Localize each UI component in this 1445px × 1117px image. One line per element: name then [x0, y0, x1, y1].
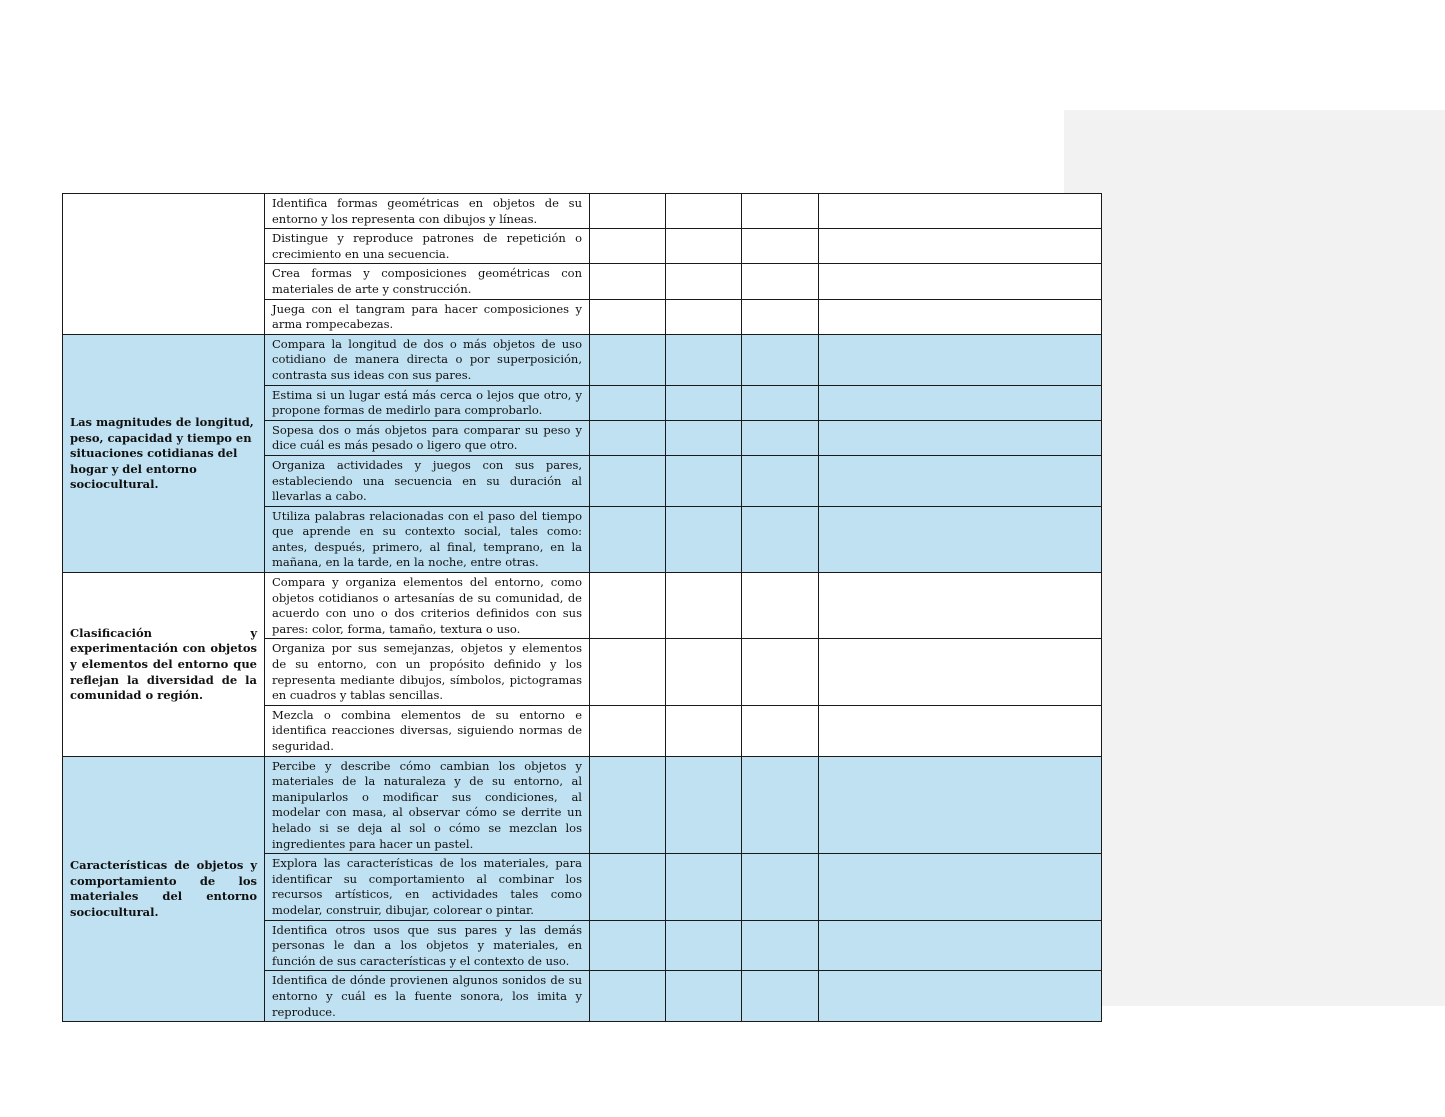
indicator-cell: Juega con el tangram para hacer composiciones y arma rompecabezas. [265, 299, 590, 334]
score-cell [590, 194, 666, 229]
score-cell [742, 920, 819, 971]
score-cell [742, 299, 819, 334]
table-row [63, 194, 1102, 229]
indicator-cell: Mezcla o combina elementos de su entorno e identifica reacciones diversas, siguiendo normas de seguridad. [265, 705, 590, 756]
score-cell [666, 385, 742, 420]
score-cell [666, 920, 742, 971]
indicator-cell: Percibe y describe cómo cambian los objetos y materiales de la naturaleza y de su entorno, al manipularlos o modificar sus condiciones, al modelar con masa, al observar cómo se derrite un helado si se deja al sol o cómo se mezclan los ingredientes para hacer un pastel. [265, 756, 590, 854]
score-cell [666, 334, 742, 385]
score-cell [742, 194, 819, 229]
indicator-cell: Organiza actividades y juegos con sus pares, estableciendo una secuencia en su duración al llevarlas a cabo. [265, 455, 590, 506]
score-cell [742, 854, 819, 920]
score-cell [666, 854, 742, 920]
notes-cell [819, 573, 1102, 639]
score-cell [590, 506, 666, 572]
score-cell [590, 229, 666, 264]
score-cell [742, 420, 819, 455]
score-cell [590, 420, 666, 455]
score-cell [590, 264, 666, 299]
notes-cell [819, 299, 1102, 334]
topic-cell: Características de objetos y comportamiento de los materiales del entorno sociocultural. [63, 756, 265, 1022]
score-cell [666, 971, 742, 1022]
indicator-cell: Estima si un lugar está más cerca o lejos que otro, y propone formas de medirlo para comprobarlo. [265, 385, 590, 420]
score-cell [742, 264, 819, 299]
score-cell [590, 385, 666, 420]
side-panel [1064, 110, 1445, 1006]
indicator-cell: Utiliza palabras relacionadas con el paso del tiempo que aprende en su contexto social, tales como: antes, después, primero, al final, temprano, en la mañana, en la tarde, en la noche, entre otras. [265, 506, 590, 572]
notes-cell [819, 756, 1102, 854]
indicator-cell: Identifica otros usos que sus pares y las demás personas le dan a los objetos y materiales, en función de sus características y el contexto de uso. [265, 920, 590, 971]
indicator-cell: Sopesa dos o más objetos para comparar su peso y dice cuál es más pesado o ligero que otro. [265, 420, 590, 455]
notes-cell [819, 194, 1102, 229]
assessment-table [62, 193, 1102, 1022]
score-cell [666, 756, 742, 854]
score-cell [742, 573, 819, 639]
score-cell [742, 455, 819, 506]
indicator-cell: Explora las características de los materiales, para identificar su comportamiento al combinar los recursos artísticos, en actividades tales como modelar, construir, dibujar, colorear o pintar. [265, 854, 590, 920]
notes-cell [819, 334, 1102, 385]
notes-cell [819, 920, 1102, 971]
score-cell [666, 639, 742, 705]
score-cell [666, 194, 742, 229]
notes-cell [819, 854, 1102, 920]
score-cell [590, 756, 666, 854]
indicator-cell: Organiza por sus semejanzas, objetos y elementos de su entorno, con un propósito definido y los representa mediante dibujos, símbolos, pictogramas en cuadros y tablas sencillas. [265, 639, 590, 705]
score-cell [742, 639, 819, 705]
score-cell [590, 639, 666, 705]
notes-cell [819, 506, 1102, 572]
notes-cell [819, 264, 1102, 299]
score-cell [590, 854, 666, 920]
notes-cell [819, 385, 1102, 420]
notes-cell [819, 705, 1102, 756]
score-cell [666, 420, 742, 455]
score-cell [742, 334, 819, 385]
topic-cell: Clasificación y experimentación con objetos y elementos del entorno que reflejan la diversidad de la comunidad o región. [63, 573, 265, 757]
score-cell [590, 705, 666, 756]
topic-cell [63, 194, 265, 335]
indicator-cell: Distingue y reproduce patrones de repetición o crecimiento en una secuencia. [265, 229, 590, 264]
table-row [63, 573, 1102, 639]
indicator-cell: Compara la longitud de dos o más objetos de uso cotidiano de manera directa o por superposición, contrasta sus ideas con sus pares. [265, 334, 590, 385]
indicator-cell: Identifica de dónde provienen algunos sonidos de su entorno y cuál es la fuente sonora, los imita y reproduce. [265, 971, 590, 1022]
indicator-cell: Crea formas y composiciones geométricas con materiales de arte y construcción. [265, 264, 590, 299]
notes-cell [819, 971, 1102, 1022]
score-cell [666, 229, 742, 264]
score-cell [742, 506, 819, 572]
score-cell [742, 971, 819, 1022]
score-cell [742, 385, 819, 420]
score-cell [742, 229, 819, 264]
score-cell [666, 573, 742, 639]
score-cell [666, 506, 742, 572]
score-cell [666, 299, 742, 334]
score-cell [742, 705, 819, 756]
table-row [63, 756, 1102, 854]
notes-cell [819, 455, 1102, 506]
notes-cell [819, 639, 1102, 705]
score-cell [590, 920, 666, 971]
topic-cell: Las magnitudes de longitud, peso, capacidad y tiempo en situaciones cotidianas del hogar y del entorno sociocultural. [63, 334, 265, 572]
indicator-cell: Identifica formas geométricas en objetos de su entorno y los representa con dibujos y líneas. [265, 194, 590, 229]
score-cell [666, 705, 742, 756]
score-cell [590, 299, 666, 334]
score-cell [666, 264, 742, 299]
score-cell [666, 455, 742, 506]
indicator-cell: Compara y organiza elementos del entorno, como objetos cotidianos o artesanías de su comunidad, de acuerdo con uno o dos criterios definidos con sus pares: color, forma, tamaño, textura o uso. [265, 573, 590, 639]
score-cell [590, 455, 666, 506]
score-cell [590, 971, 666, 1022]
score-cell [742, 756, 819, 854]
score-cell [590, 573, 666, 639]
table-row [63, 334, 1102, 385]
notes-cell [819, 229, 1102, 264]
notes-cell [819, 420, 1102, 455]
score-cell [590, 334, 666, 385]
